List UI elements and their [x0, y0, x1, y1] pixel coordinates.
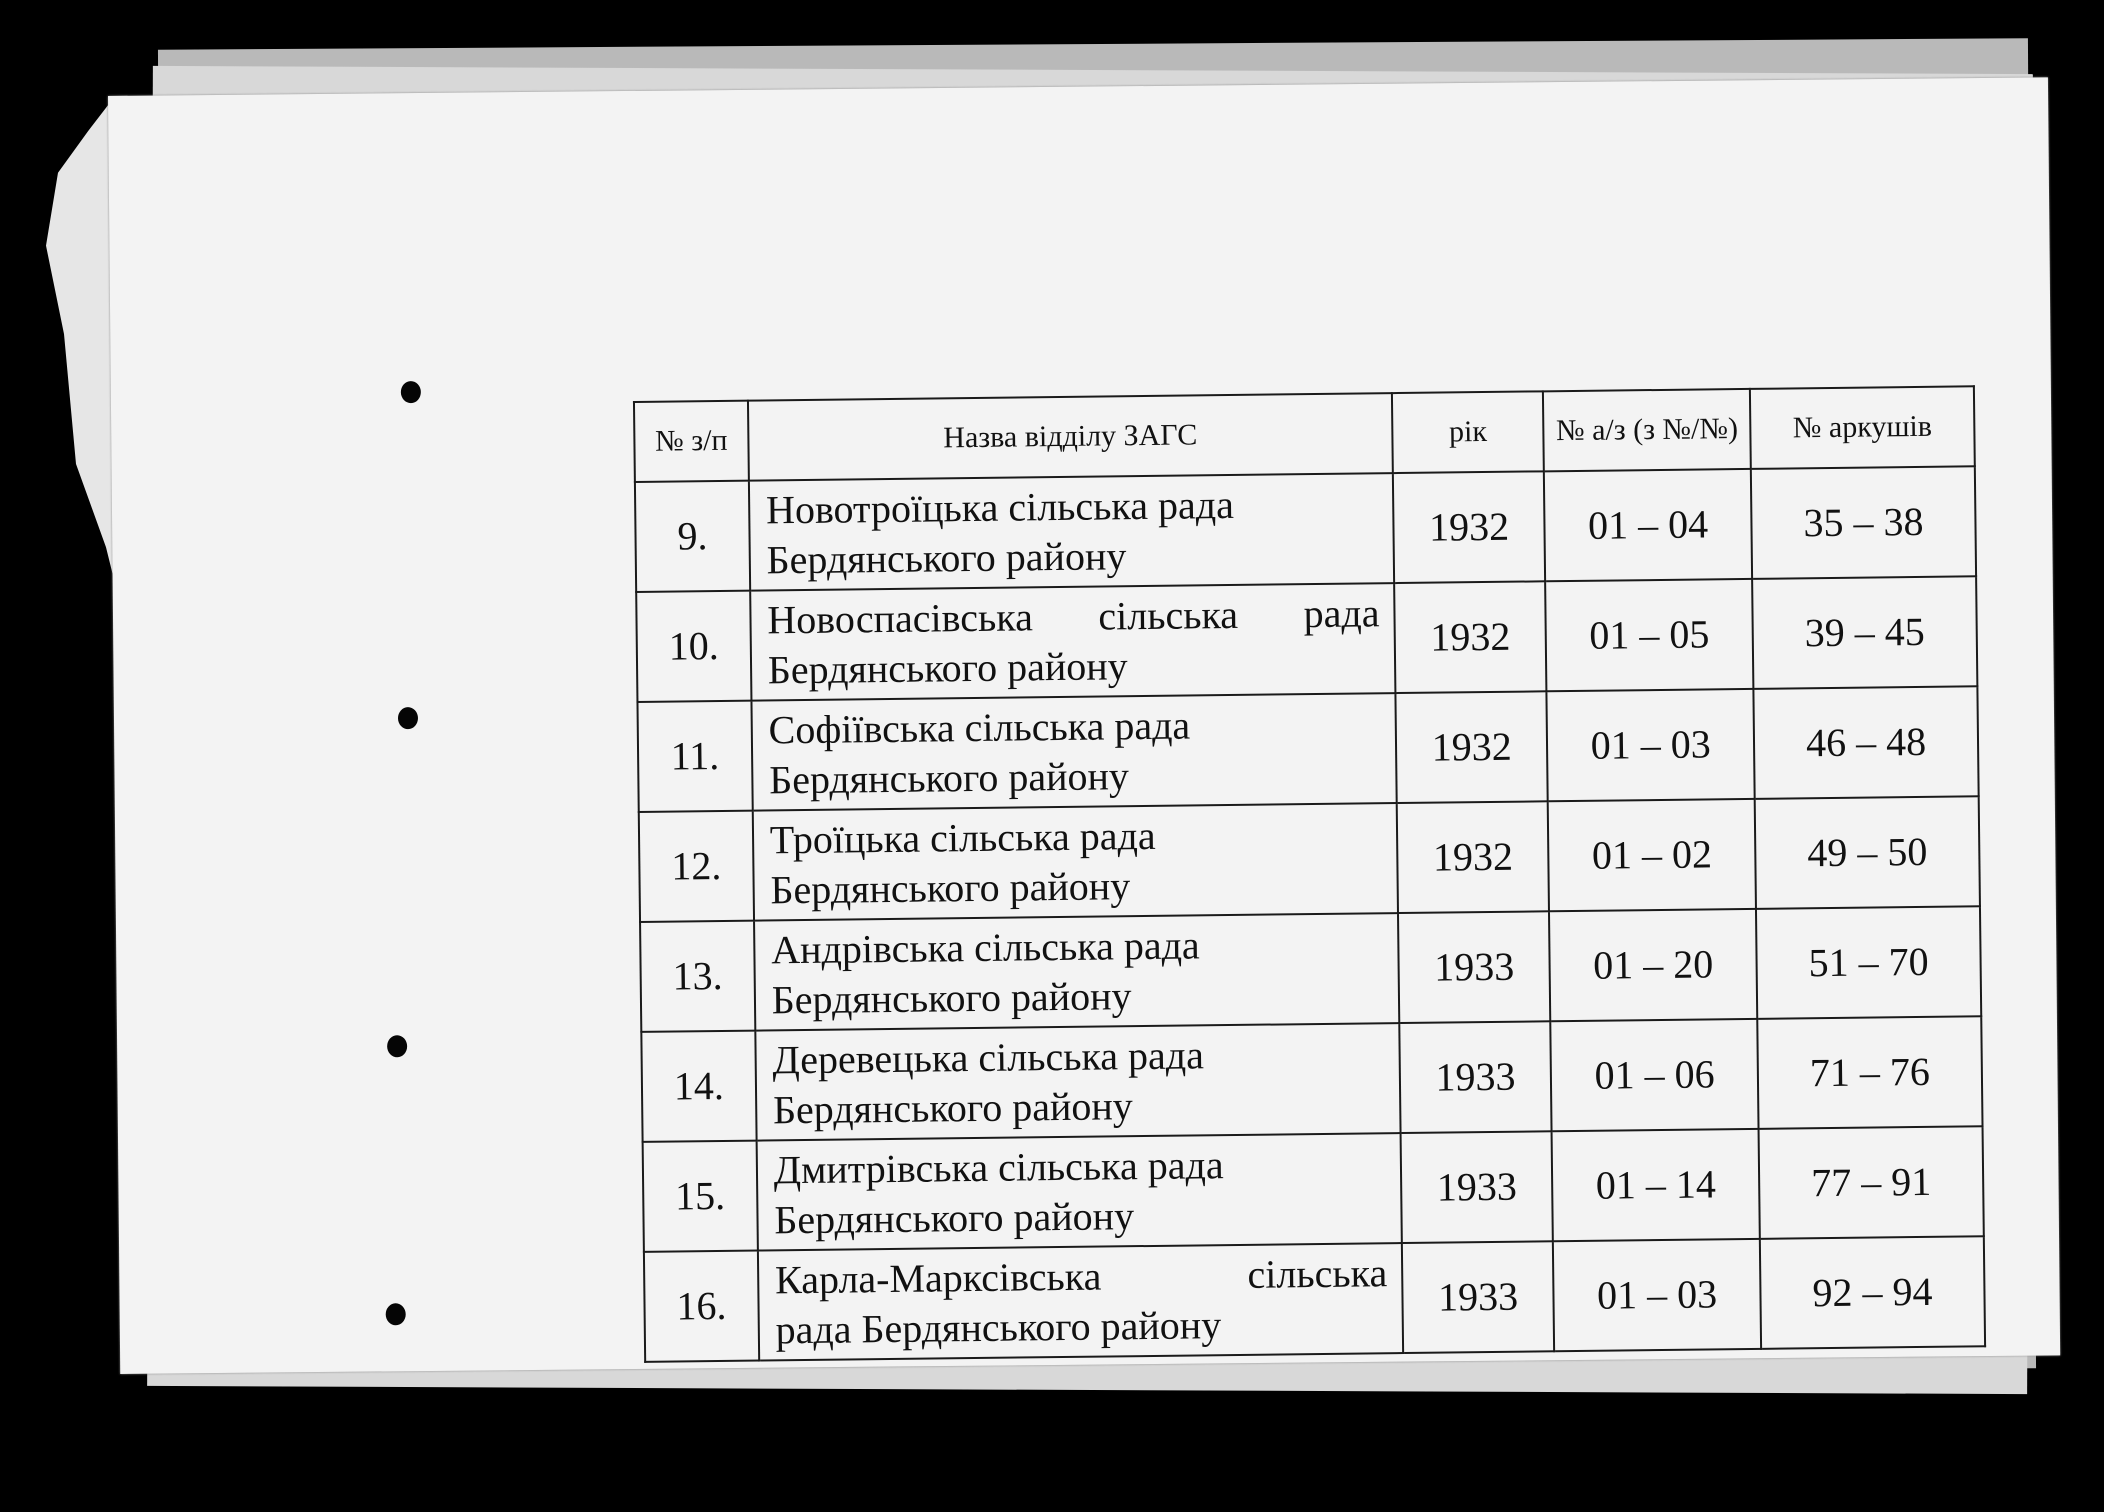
name-line: Деревецька сільська рада	[772, 1032, 1205, 1083]
act-records-cell: 01 – 03	[1553, 1239, 1761, 1351]
registry-office-name	[756, 1133, 1401, 1251]
table-row	[641, 1016, 1982, 1142]
name-line: Бердянського району	[770, 863, 1131, 913]
registry-office-name	[749, 473, 1394, 591]
registry-office-name	[750, 583, 1395, 701]
year-cell: 1932	[1393, 471, 1546, 583]
row-number: 15.	[643, 1141, 758, 1252]
punch-hole	[401, 381, 421, 403]
table-body	[635, 466, 1985, 1362]
sheets-cell: 35 – 38	[1751, 466, 1976, 579]
sheets-cell: 71 – 76	[1757, 1016, 1982, 1129]
row-number: 12.	[639, 811, 754, 922]
table-row	[637, 686, 1978, 812]
table-row	[635, 466, 1976, 592]
table-row	[644, 1236, 1985, 1362]
table-row	[636, 576, 1977, 702]
year-cell: 1932	[1395, 691, 1548, 803]
header-name: Назва відділу ЗАГС	[748, 393, 1393, 481]
name-line: Бердянського району	[772, 1083, 1134, 1133]
registry-office-name	[753, 803, 1398, 921]
year-cell: 1933	[1399, 1021, 1552, 1133]
row-number: 11.	[637, 701, 752, 812]
act-records-cell: 01 – 02	[1548, 799, 1756, 911]
punch-hole	[386, 1303, 406, 1325]
name-line: Бердянського району	[771, 973, 1132, 1023]
name-line: Новотроїцька сільська рада	[765, 481, 1235, 533]
year-cell: 1933	[1398, 911, 1551, 1023]
table-header	[634, 386, 1975, 482]
act-records-cell: 01 – 14	[1552, 1129, 1760, 1241]
sheets-cell: 77 – 91	[1759, 1126, 1984, 1239]
sheets-cell: 49 – 50	[1755, 796, 1980, 909]
name-line: Карла-Марксівська сільська	[774, 1250, 1388, 1303]
header-row	[634, 386, 1975, 482]
name-line: Бердянського району	[774, 1193, 1135, 1243]
registry-office-name	[754, 913, 1399, 1031]
row-number: 13.	[640, 921, 755, 1032]
punch-hole	[387, 1035, 407, 1057]
registry-office-name	[758, 1243, 1403, 1361]
header-year: рік	[1392, 391, 1544, 473]
act-records-cell: 01 – 03	[1547, 689, 1755, 801]
table-row	[640, 906, 1981, 1032]
punch-hole	[398, 707, 418, 729]
sheets-cell: 51 – 70	[1756, 906, 1981, 1019]
name-line: Бердянського району	[767, 643, 1128, 693]
act-records-cell: 01 – 06	[1551, 1019, 1759, 1131]
paper-page	[108, 77, 2060, 1374]
header-act-records: № а/з (з №/№)	[1543, 389, 1751, 471]
sheets-cell: 92 – 94	[1760, 1236, 1985, 1349]
act-records-cell: 01 – 05	[1545, 579, 1753, 691]
registry-office-name	[751, 693, 1396, 811]
name-line: Дмитрівська сільська рада	[773, 1142, 1224, 1193]
registry-office-name	[755, 1023, 1400, 1141]
table-row	[639, 796, 1980, 922]
name-line: рада Бердянського району	[775, 1302, 1222, 1353]
year-cell: 1932	[1394, 581, 1547, 693]
row-number: 10.	[636, 591, 751, 702]
row-number: 16.	[644, 1251, 759, 1362]
name-line: Троїцька сільська рада	[769, 812, 1156, 863]
sheets-cell: 46 – 48	[1753, 686, 1978, 799]
name-line: Бердянського району	[768, 753, 1130, 803]
name-line: Новоспасівська сільська рада	[767, 590, 1380, 643]
row-number: 9.	[635, 481, 750, 592]
row-number: 14.	[641, 1031, 756, 1142]
header-sheets: № аркушів	[1750, 386, 1975, 469]
year-cell: 1933	[1402, 1241, 1555, 1353]
header-number: № з/п	[634, 401, 749, 482]
name-line: Софіївська сільська рада	[768, 702, 1191, 753]
name-line: Бердянського району	[766, 533, 1127, 583]
year-cell: 1933	[1401, 1131, 1554, 1243]
name-line: Андрівська сільська рада	[770, 922, 1200, 973]
act-records-cell: 01 – 04	[1544, 469, 1752, 581]
table-row	[643, 1126, 1984, 1252]
year-cell: 1932	[1397, 801, 1550, 913]
sheets-cell: 39 – 45	[1752, 576, 1977, 689]
registry-table	[633, 385, 1986, 1363]
act-records-cell: 01 – 20	[1549, 909, 1757, 1021]
